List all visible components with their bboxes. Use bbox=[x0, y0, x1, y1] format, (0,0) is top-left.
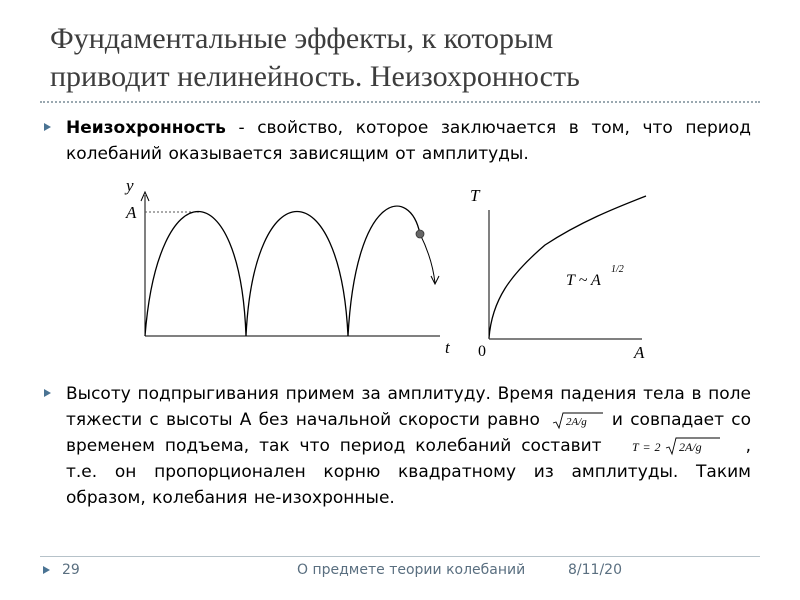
origin-label: 0 bbox=[478, 343, 486, 360]
footer-date: 8/11/20 bbox=[568, 562, 622, 578]
amplitude-axis-label: A bbox=[634, 343, 645, 362]
figure-period-vs-amplitude bbox=[470, 186, 646, 362]
figure-bouncing-ball bbox=[124, 176, 451, 357]
law-label: T ~ A bbox=[566, 272, 601, 289]
amplitude-label: A bbox=[126, 203, 137, 222]
explanation-part-2: и совпадает со временем подъема, так что период колебаний составит bbox=[66, 410, 751, 456]
period-formula-radicand: 2A/g bbox=[678, 440, 702, 454]
ball-icon bbox=[416, 230, 424, 238]
period-formula-lhs: T = 2 bbox=[631, 440, 661, 454]
fall-time-radicand: 2A/g bbox=[565, 416, 587, 428]
footer-arrow-icon bbox=[43, 566, 50, 574]
period-axis-label: T bbox=[470, 186, 480, 205]
footer-title: О предмете теории колебаний bbox=[297, 562, 526, 578]
fall-time-formula-graphic bbox=[552, 412, 604, 430]
period-formula bbox=[632, 436, 724, 456]
y-axis-label: y bbox=[126, 176, 134, 195]
footer-divider bbox=[40, 556, 760, 557]
bounce-trajectory bbox=[145, 206, 420, 336]
page-number: 29 bbox=[62, 562, 80, 578]
explanation-part-1: Высоту подпрыгивания примем за амплитуду. Время падения тела в поле тяжести с высоты A без начальной скорости равно bbox=[66, 384, 751, 430]
law-exponent: 1/2 bbox=[611, 264, 624, 275]
fall-continuation bbox=[420, 234, 435, 283]
definition-text: - свойство, которое заключается в том, что период колебаний оказывается зависящим от амплитуды. bbox=[66, 118, 751, 164]
explanation-part-3: , т.е. он пропорционален корню квадратному из амплитуды. Таким образом, колебания не-изохронные. bbox=[66, 436, 751, 508]
slide-title-line-2: приводит нелинейность. Неизохронность bbox=[50, 60, 580, 93]
slide-title-line-1: Фундаментальные эффекты, к которым bbox=[50, 22, 554, 55]
fall-time-formula bbox=[552, 412, 604, 430]
bullet-arrow-icon bbox=[44, 389, 51, 397]
period-formula-graphic bbox=[632, 436, 724, 456]
paragraph-explanation bbox=[66, 381, 751, 511]
term-bold: Неизохронность bbox=[66, 118, 226, 138]
t-axis-label: t bbox=[445, 338, 450, 357]
